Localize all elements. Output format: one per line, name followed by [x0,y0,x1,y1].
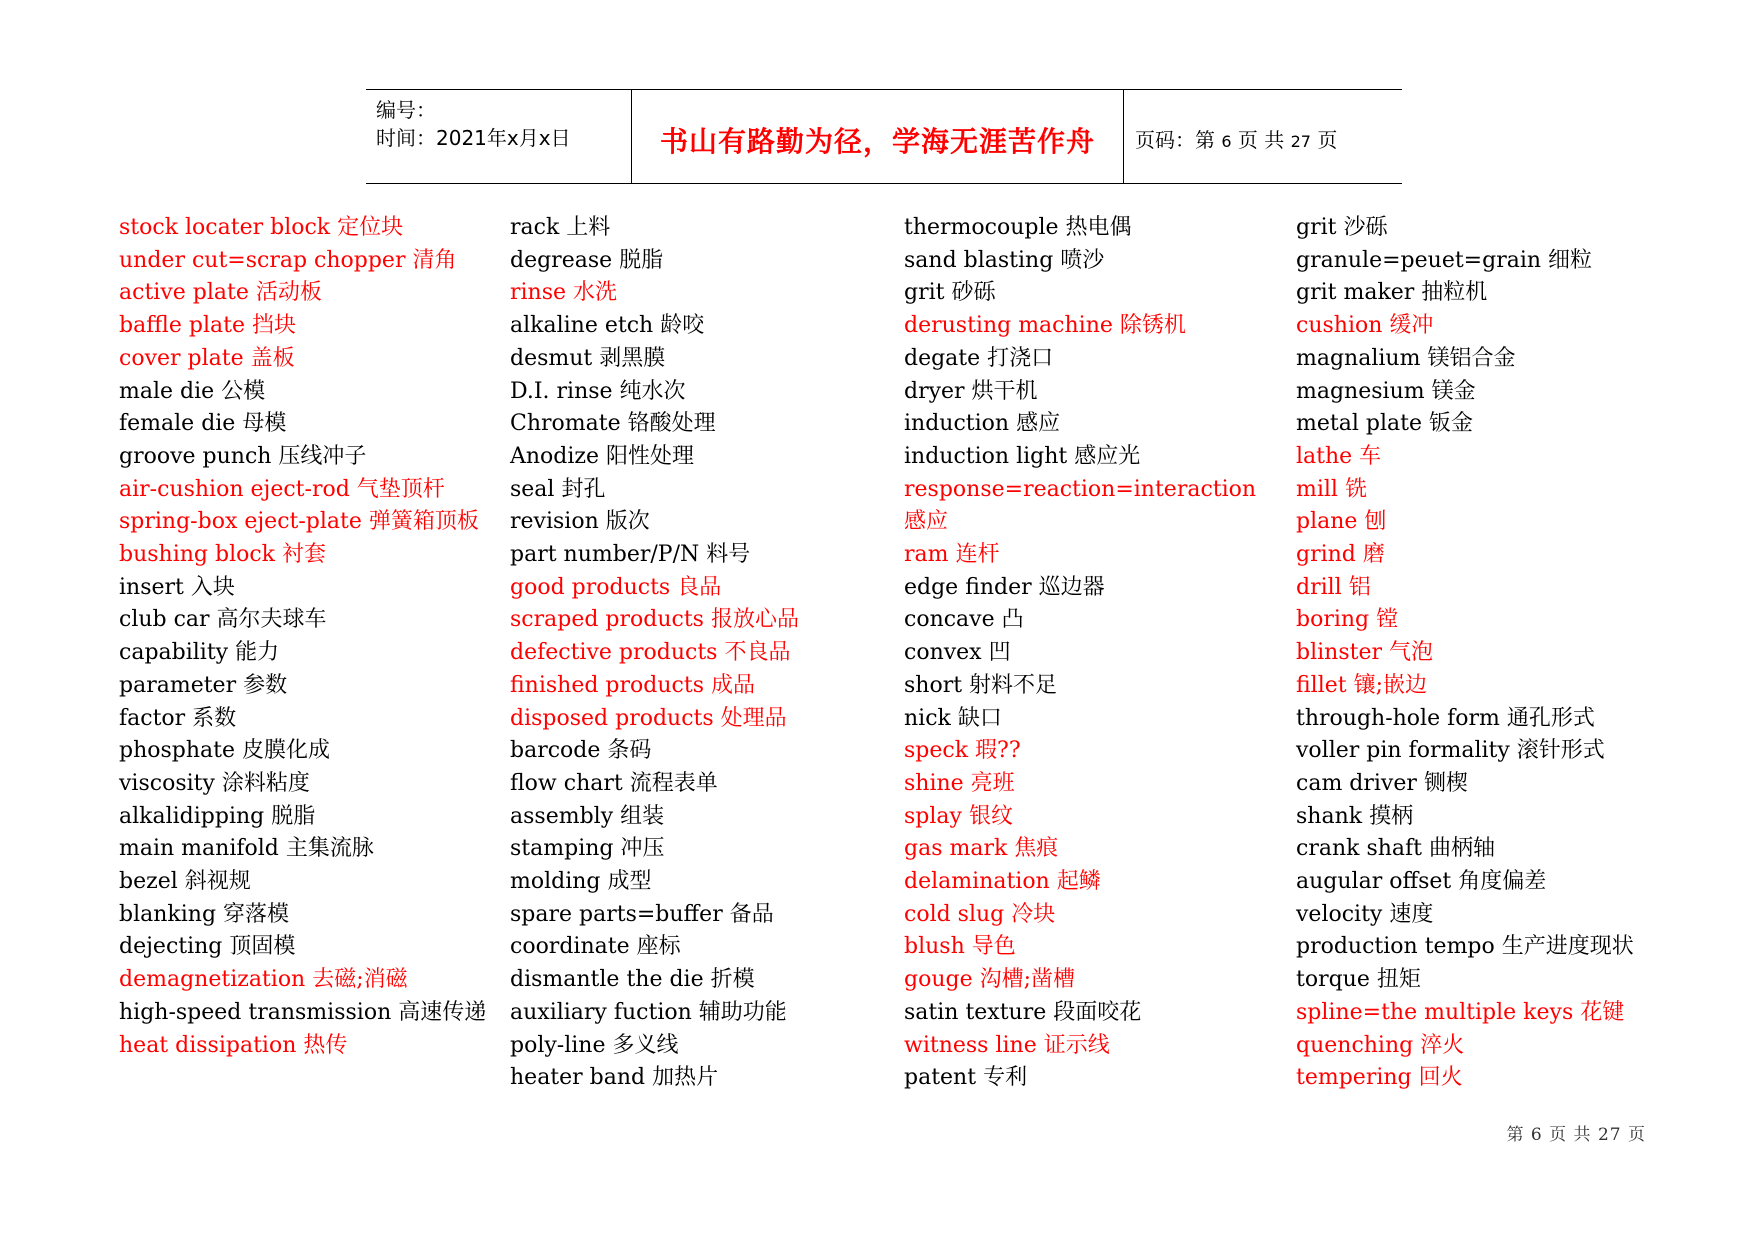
footer-suffix: 页 [1628,1125,1646,1145]
footer-total: 27 [1597,1125,1622,1145]
glossary-entry: alkalidipping 脱脂 [119,803,316,829]
glossary-entry: patent 专利 [904,1065,1028,1091]
glossary-entry: D.I. rinse 纯水次 [510,378,686,404]
glossary-entry: drill 铝 [1296,574,1371,600]
glossary-entry: heater band 加热片 [510,1065,719,1091]
glossary-entry: satin texture 段面咬花 [904,999,1142,1025]
glossary-entry: grit 砂砾 [904,280,996,306]
glossary-entry: alkaline etch 龄咬 [510,313,705,339]
glossary-entry: degate 打浇口 [904,345,1054,371]
glossary-column-4 [1296,212,1666,1095]
glossary-entry: gas mark 焦痕 [904,836,1059,862]
glossary-entry: blanking 穿落模 [119,901,290,927]
glossary-entry: cold slug 冷块 [904,901,1056,927]
glossary-entry: viscosity 涂料粘度 [119,770,310,796]
glossary-entry: blush 导色 [904,934,1016,960]
glossary-entry: assembly 组装 [510,803,665,829]
glossary-entry: degrease 脱脂 [510,247,664,273]
glossary-column-3 [904,212,1274,1095]
glossary-entry: boring 镗 [1296,607,1399,633]
glossary-entry: spare parts=buffer 备品 [510,901,774,927]
glossary-entry: velocity 速度 [1296,901,1434,927]
glossary-entry: through-hole form 通孔形式 [1296,705,1595,731]
glossary-entry: finished products 成品 [510,672,755,698]
glossary-entry: mill 铣 [1296,476,1367,502]
glossary-entry: bushing block 衬套 [119,542,327,568]
glossary-entry: voller pin formality 滚针形式 [1296,738,1605,764]
footer-mid: 页 共 [1549,1125,1592,1145]
glossary-entry: ram 连杆 [904,542,1000,568]
glossary-entry: seal 封孔 [510,476,606,502]
glossary-entry: spline=the multiple keys 花键 [1296,999,1625,1025]
document-header [366,89,1402,184]
glossary-entry: induction light 感应光 [904,443,1141,469]
glossary-entry: convex 凹 [904,640,1011,666]
glossary-entry: fillet 镶;嵌边 [1296,672,1428,698]
glossary-entry: under cut=scrap chopper 清角 [119,247,457,273]
glossary-entry: phosphate 皮膜化成 [119,738,331,764]
glossary-entry: crank shaft 曲柄轴 [1296,836,1495,862]
glossary-entry: grit 沙砾 [1296,215,1388,240]
page-prefix: 页码：第 [1135,128,1215,152]
glossary-entry: nick 缺口 [904,705,1002,731]
glossary-entry: cam driver 铡楔 [1296,770,1468,796]
glossary-entry: tempering 回火 [1296,1065,1463,1091]
glossary-entry: magnalium 镁铝合金 [1296,345,1516,371]
glossary-entry: factor 系数 [119,705,237,731]
glossary-entry: metal plate 钣金 [1296,411,1473,437]
glossary-entry: sand blasting 喷沙 [904,247,1105,273]
glossary-entry: witness line 证示线 [904,1032,1110,1058]
glossary-entry: gouge 沟槽;凿槽 [904,967,1076,993]
glossary-entry: revision 版次 [510,509,650,535]
glossary-entry: shine 亮班 [904,770,1015,796]
glossary-entry: derusting machine 除锈机 [904,313,1186,339]
glossary-entry: grind 磨 [1296,542,1385,568]
glossary-entry: spring-box eject-plate 弹簧箱顶板 [119,509,479,535]
glossary-column-1 [119,212,489,1062]
page-footer [1507,1120,1647,1145]
glossary-entry: Anodize 阳性处理 [510,443,695,469]
header-right-cell [1123,90,1402,183]
glossary-entry: splay 银纹 [904,803,1013,829]
glossary-entry: disposed products 处理品 [510,705,787,731]
glossary-entry: main manifold 主集流脉 [119,836,374,862]
glossary-entry: scraped products 报放心品 [510,607,799,633]
glossary-entry: plane 刨 [1296,509,1387,535]
header-page-indicator [1135,124,1337,153]
glossary-entry: short 射料不足 [904,672,1058,698]
glossary-entry: cover plate 盖板 [119,345,295,371]
glossary-entry: grit maker 抽粒机 [1296,280,1488,306]
glossary-entry: thermocouple 热电偶 [904,215,1132,240]
glossary-entry: molding 成型 [510,869,652,895]
glossary-entry: female die 母模 [119,411,287,437]
glossary-entry: blinster 气泡 [1296,640,1433,666]
glossary-entry: dryer 烘干机 [904,378,1038,404]
glossary-entry: bezel 斜视规 [119,869,251,895]
glossary-entry: quenching 淬火 [1296,1032,1465,1058]
glossary-entry: coordinate 座标 [510,934,681,960]
glossary-entry: demagnetization 去磁;消磁 [119,967,408,993]
header-motto: 书山有路勤为径，学海无涯苦作舟 [659,125,1095,158]
glossary-entry: club car 高尔夫球车 [119,607,327,633]
page-mid: 页 共 [1237,128,1285,152]
glossary-entry: poly-line 多义线 [510,1032,679,1058]
glossary-entry: magnesium 镁金 [1296,378,1476,404]
glossary-entry: augular offset 角度偏差 [1296,869,1547,895]
glossary-entry: rinse 水洗 [510,280,618,306]
page-suffix: 页 [1317,128,1338,152]
glossary-entry: lathe 车 [1296,443,1382,469]
glossary-entry: production tempo 生产进度现状 [1296,934,1634,960]
glossary-entry: parameter 参数 [119,672,288,698]
page-current: 6 [1221,132,1232,151]
glossary-entry: male die 公模 [119,378,266,404]
page-total: 27 [1290,132,1311,151]
glossary-column-2 [510,212,880,1095]
glossary-entry: stamping 冲压 [510,836,665,862]
glossary-entry: dejecting 顶固模 [119,934,296,960]
glossary-entry: air-cushion eject-rod 气垫顶杆 [119,476,445,502]
glossary-entry: induction 感应 [904,411,1061,437]
glossary-entry: cushion 缓冲 [1296,313,1434,339]
glossary-entry: stock locater block 定位块 [119,215,404,240]
glossary-entry: edge finder 巡边器 [904,574,1105,600]
glossary-entry: granule=peuet=grain 细粒 [1296,247,1593,273]
glossary-entry: good products 良品 [510,574,722,600]
glossary-entry: concave 凸 [904,607,1024,633]
glossary-entry: delamination 起鳞 [904,869,1101,895]
glossary-entry: flow chart 流程表单 [510,770,718,796]
document-number-label: 编号： [376,98,436,122]
glossary-entry: part number/P/N 料号 [510,542,751,568]
footer-current: 6 [1530,1125,1543,1145]
glossary-entry: groove punch 压线冲子 [119,443,367,469]
footer-prefix: 第 [1506,1125,1525,1145]
glossary-entry: baffle plate 挡块 [119,313,296,339]
glossary-entry: defective products 不良品 [510,640,791,666]
glossary-entry: dismantle the die 折模 [510,967,755,993]
glossary-entry: desmut 剥黑膜 [510,345,666,371]
glossary-entry: shank 摸柄 [1296,803,1414,829]
glossary-entry: speck 瑕?? [904,738,1021,764]
header-left-cell [366,90,630,183]
glossary-entry: high-speed transmission 高速传递 [119,999,487,1025]
glossary-entry: active plate 活动板 [119,280,322,306]
header-center-cell [631,90,1124,183]
document-date: 时间：2021年x月x日 [376,126,571,150]
glossary-entry: torque 扭矩 [1296,967,1421,993]
glossary-entry: Chromate 铬酸处理 [510,411,716,437]
glossary-entry: rack 上料 [510,215,611,240]
glossary-entry: auxiliary fuction 辅助功能 [510,999,787,1025]
glossary-entry: insert 入块 [119,574,235,600]
glossary-entry: capability 能力 [119,640,280,666]
glossary-entry: heat dissipation 热传 [119,1032,348,1058]
glossary-entry: barcode 条码 [510,738,652,764]
glossary-entry: response=reaction=interaction 感应 [904,476,1257,535]
